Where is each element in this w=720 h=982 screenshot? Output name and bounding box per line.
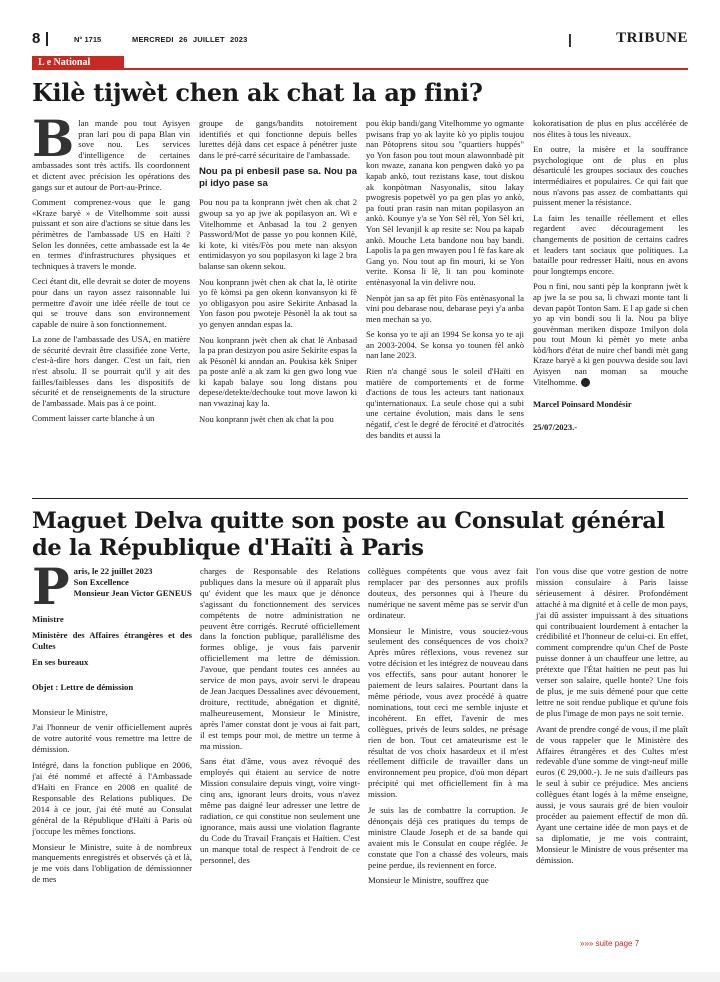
article1-body <box>32 118 688 490</box>
letter-addressee: Monsieur Jean Victor GENEUS <box>73 587 192 598</box>
article2-headline: Maguet Delva quitte son poste au Consulat général de la République d'Haïti à Paris <box>32 508 665 561</box>
article-paragraph: La faim les tenaille réellement et elles regardent avec découragement les changements de position de certains cadres et leaders tant sociaux que politiques. La bataille pour redresser Haïti, nous en avons pour longtemps encore. <box>533 212 688 276</box>
section-tag-bar <box>32 56 688 70</box>
article1-column-2 <box>199 118 357 429</box>
article-paragraph: La zone de l'ambassade des USA, en matière de sécurité devrait être classifiée zone Verte, c'est-à-dire hors danger. C'est un fait, rien n'est absolu. Il se pourrait qu'il y ait des failles/faiblesses dans les dispositifs de sécurité et de renseignements de la structure de l'ambassade. Mais pas à ce point. <box>32 334 190 408</box>
article1-column-4 <box>533 118 688 437</box>
article-paragraph: Blan mande pou tout Ayisyen pran lari pou di papa Blan vin sove nou. Les services d'intelligence de certaines ambassades sont très actifs. Ils coordonnent et dictent avec précision les opérations des gangs sur et autour de Port-au-Prince. <box>32 118 190 192</box>
article-divider <box>32 498 688 499</box>
article-paragraph: Intégré, dans la fonction publique en 2006, j'ai été nommé et affecté à l'Ambassade d'Haïti en France en 2008 en qualité de Responsable des Relations publiques. De 2014 à ce jour, j'ai été muté au Consulat général de la République d'Haïti à Paris où j'occupe les mêmes fonctions. <box>32 760 192 836</box>
article2-body <box>32 566 688 946</box>
signature-date: 25/07/2023.- <box>533 421 578 432</box>
letter-date: aris, le 22 juillet 2023 <box>73 566 153 576</box>
article-subhead: Nou pa pi enbesil pase sa. Nou pa pi idyo pase sa <box>199 166 357 189</box>
article2-column-2 <box>200 566 360 870</box>
article1-column-1 <box>32 118 190 429</box>
article-paragraph: collègues compétents que vous avez fait remplacer par des personnes aux profils douteux, des personnes qui à l'heure du numérique ne savent même pas se servir d'un ordinateur. <box>368 566 528 620</box>
article-paragraph: Monsieur le Ministre, vous souciez-vous seulement des conséquences de vos choix? Après mûres réflexions, vous revenez sur votre décision et les intégrez de nouveau dans vos effectifs, sans pour autant honorer le paiement de leurs salaires. Pourtant dans la même période, vous avez procédé à quatre nominations, tout ceci me semble injuste et incohérent. En effet, l'avenir de mes collègues, privés de leurs soldes, ne présage rien de bon. Tout cet amateurisme est le résultat de vos choix hasardeux et il m'est réellement difficile de travailler dans un environnement peu propice, d'où mon départ précipité qui met officiellement fin à ma mission. <box>368 625 528 800</box>
article-paragraph: Pou nou pa ta konprann jwèt chen ak chat 2 gwoup sa yo ap jwe ak popilasyon an. Wi e Vitelhomme et Anbasad la tou 2 genyen Password/Mot de passe yo pou konnen Kilè, ki kote, ki vitès/Fòs pou mete nan aksyon entimidasyon yo sou popilasyon ki lage 2 bra balanse san okenn sekou. <box>199 197 357 271</box>
author-signature: Marcel Poinsard Mondésir <box>533 399 632 410</box>
article-paragraph: Rien n'a changé sous le soleil d'Haïti en matière de comportements et de forme d'actions de tous les acteurs tant nationaux qu'internationaux. La seule chose qui a subi une certaine évolution, mais dans le sens négatif, c'est le degré de férocité et d'atrocités des bandits et aussi la <box>366 366 524 440</box>
recipient-line: Ministère des Affaires étrangères et des Cultes <box>32 629 192 651</box>
spacer <box>32 673 192 682</box>
article2-column-4 <box>536 566 688 870</box>
article-paragraph: kokoratisation de plus en plus accélérée de nos élites à tous les niveaux. <box>533 118 688 139</box>
article1-headline: Kilè tijwèt chen ak chat la ap fini? <box>32 78 483 107</box>
continued-link[interactable]: »»» suite page 7 <box>580 939 640 948</box>
article-paragraph: J'ai l'honneur de venir officiellement auprès de votre autorité vous remettre ma lettre de démission. <box>32 722 192 755</box>
article-paragraph: pou èkip bandi/gang Vitelhomme yo ogmante pwisans frap yo ak layite kò yo piplis toujou nan Pòtoprens sitou sou "quartiers huppés" yo Yon fason pou tout moun alawonnbadè pit kon nwaze, zanana kon pengwen dakò yo pa kapab ankò, tout rezistans kase, tout diskou ak konpòtman Nasyonalis, sitou lakay pwogresis popetwèl yo pa gen plas yo ankò, pa fouti pran rasin nan mitan popilasyon an ankò. Kounye y'a se Yon Sèl rèl, Yon Sèl kri, Yon Sèl levanjil k ap resite se: Nou pa kapab ankò. Mouche Leta bandone nou bay bandi. Lapolis la pa gen mwayen pou l fè fas kare ak Gang yo. Nou tout ap fin mouri, ki se Yon verite. Konsa li lè, li tan pou kominote entènasyonal la vin delivre nou. <box>366 118 524 287</box>
article-paragraph: Pou n fini, nou santi pèp la konprann jwèt k ap jwe la se pou sa, li chwazi monte tant li devan papòt Tonton Sam. E l ap gade si chen yo ap vin bondi sou li la. Nou pa bliye gouvènman meriken dispoze 1milyon dola pou tout Moun ki pèmèt yo mete anba kòd/hors d'état de nuire chef bandi mèt gang Kraze baryè a ki gen pouvwa deside sou lavi Ayisyen nan moman sa mouche Vitelhomme. <box>533 281 688 387</box>
page-number-bar <box>46 32 48 46</box>
section-separator: | <box>568 31 572 47</box>
article-paragraph: Monsieur le Ministre, <box>32 706 108 717</box>
masthead <box>32 30 688 50</box>
article-paragraph: Je suis las de combattre la corruption. Je dénonçais déjà ces pratiques du temps de ministre Claude Joseph et de sa bande qui avaient mis le Consulat en coupe réglée. Je constate que l'on a chassé des voleurs, mais peine perdue, ils reviennent en force. <box>368 805 528 870</box>
issue-number: N° 1715 <box>74 35 102 44</box>
article-paragraph: groupe de gangs/bandits notoirement identifiés et qui fonctionne depuis belles lurettes déjà dans cet espace à pénétrer juste dans le pré-carré sécuritaire de l'ambassade. <box>199 118 357 160</box>
article-paragraph: Nenpòt jan sa ap fèt pito Fòs entènasyonal la vini pou debarase nou, debarase peyi y'a anba men mechan sa yo. <box>366 292 524 324</box>
dropcap: B <box>32 118 75 168</box>
recipient-line: Ministre <box>32 614 64 624</box>
spacer <box>32 698 192 707</box>
article-paragraph: Avant de prendre congé de vous, il me plaît de vous rappeler que le Ministère des Affaires étrangères et des Cultes m'est redevable d'une somme de vingt-neuf mille euros (€ 29,000.-). Je ne suis d'ailleurs pas le seul à subir ce préjudice. Mes anciens collègues étant logés à la même enseigne, aussi, je vous saurais gré de bien vouloir procéder au paiement effectif de mon dû. Ayant une certaine idée de mon pays et de sa diplomatie, je me vois contraint, Monsieur le Ministre de vous présenter ma démission. <box>536 723 688 865</box>
article-paragraph: Se konsa yo te aji an 1994 Se konsa yo te aji an 2003-2004. Se konsa yo tounen fèl ankò nan lane 2023. <box>366 329 524 361</box>
letterhead <box>32 566 192 616</box>
article-paragraph: Sans état d'âme, vous avez révoqué des employés qui étaient au service de notre Mission consulaire depuis vingt, voire vingt-cinq ans, ignorant leurs droits, vous n'avez même pas daigné leur adresser une lettre de radiation, ce qui constitue non seulement une ignorance, mais aussi une violation flagrante du Code du Travail Français et Haïtien. C'est un manque total de respect à l'endroit de ce personnel, des <box>200 756 360 865</box>
article-paragraph: Ceci étant dit, elle devrait se doter de moyens pour dans un rayon assez raisonnable lui permettre d'avoir une idée réelle de tout ce qui se trouve dans son environnement capable de nuire à son fonctionnement. <box>32 276 190 329</box>
article1-column-3 <box>366 118 524 445</box>
article-paragraph: Nou konprann jwèt chen ak chat la, lè otirite yo fè kòmsi pa gen okenn konvansyon ki fè yo obligasyon pou asire Sekirite Anbasad la Yon fason pou pwoteje Pèsonèl la ak tout sa yo genyen anndan espas la. <box>199 276 357 329</box>
article-paragraph: Monsieur le Ministre, souffrez que <box>368 875 489 886</box>
article-paragraph: Nou konprann jwèt chen ak chat la pou <box>199 413 334 424</box>
article-paragraph: Monsieur le Ministre, suite à de nombreux manquements enregistrés et observés çà et là, je me vois dans l'obligation de démissionner de mes <box>32 841 192 885</box>
article2-column-3 <box>368 566 528 891</box>
article2-column-1 <box>32 566 192 890</box>
recipient-line: En ses bureaux <box>32 656 89 667</box>
article-paragraph: l'on vous dise que votre gestion de notre mission consulaire à Paris laisse sérieusement à désirer. Profondément attaché à ma dignité et à celle de mon pays, j'ai dû assister impuissant à des situations qui contribuaient lourdement à entacher la crédibilité et l'honneur de celui-ci. En effet, comment comprendre qu'un Chef de Poste puisse donner à un chauffeur une lettre, au prétexte que l'État haïtien ne peut pas lui verser son salaire, quelle honte? Une fois de plus, je me suis démené pour que cette lettre ne soit rendue publique et qu'une fois de plus l'image de mon pays ne soit ternie. <box>536 566 688 718</box>
dropcap: P <box>32 566 70 616</box>
letter-salutation: Son Excellence <box>73 576 129 587</box>
publication-tag: L e National <box>32 56 124 70</box>
end-of-article-icon <box>581 378 590 387</box>
article-paragraph: En outre, la misère et la souffrance psychologique ont de plus en plus désarticulé les groupes sociaux des couches intermédiaires et populaires. Ce qui fait que nous n'avons pas assez de combattants qui puissent mener la résistance. <box>533 144 688 208</box>
article-paragraph: Comment laisser carte blanche à un <box>32 413 155 424</box>
page-bottom-margin <box>0 972 720 982</box>
issue-date: MERCREDI 26 JUILLET 2023 <box>132 35 248 44</box>
article-paragraph: charges de Responsable des Relations publiques dans la mesure où il apparaît plus qu' évident que les maux que je dénonce s'agissant du fonctionnement des services compétents de notre administration ne peuvent être corrigés. Recruté officiellement dans la fonction publique, parallélisme des formes oblige, je vous fais parvenir officiellement ma lettre de démission. J'avoue, que pendant toutes ces années au service de mon pays, avoir servi le drapeau de Jean Jacques Dessalines avec dévouement, droiture, rectitude, abnégation et dignité, malheureusement, Monsieur le Ministre, après l'amer constat dont je vous ai fait part, il est temps pour moi, de mettre un terme à ma mission. <box>200 566 360 751</box>
article-paragraph: Comment comprenez-vous que le gang «Kraze baryè » de Vitelhomme soit aussi puissant et son aire d'actions se situe dans les périmètres de l'ambassade US en Haïti ? Selon les données, cette ambassade est la 4e en termes d'infrastructures physiques et techniques à travers le monde. <box>32 197 190 271</box>
tag-rule <box>124 68 688 70</box>
section-title: TRIBUNE <box>616 30 688 46</box>
article-paragraph: Nou konprann jwèt chen ak chat lè Anbasad la pa pran desizyon pou asire Sekirite espas la ak Pèsonèl ki anndan an. Poukisa kèk Sniper pa poste anlè a ak zam ki gen gwo long vue ki kapab balaye sou long distans pou depese/detekte/dechouke tout move lawon ki nan vwazinaj kay la. <box>199 334 357 409</box>
letter-object: Objet : Lettre de démission <box>32 681 134 692</box>
page-number: 8 <box>32 30 41 47</box>
